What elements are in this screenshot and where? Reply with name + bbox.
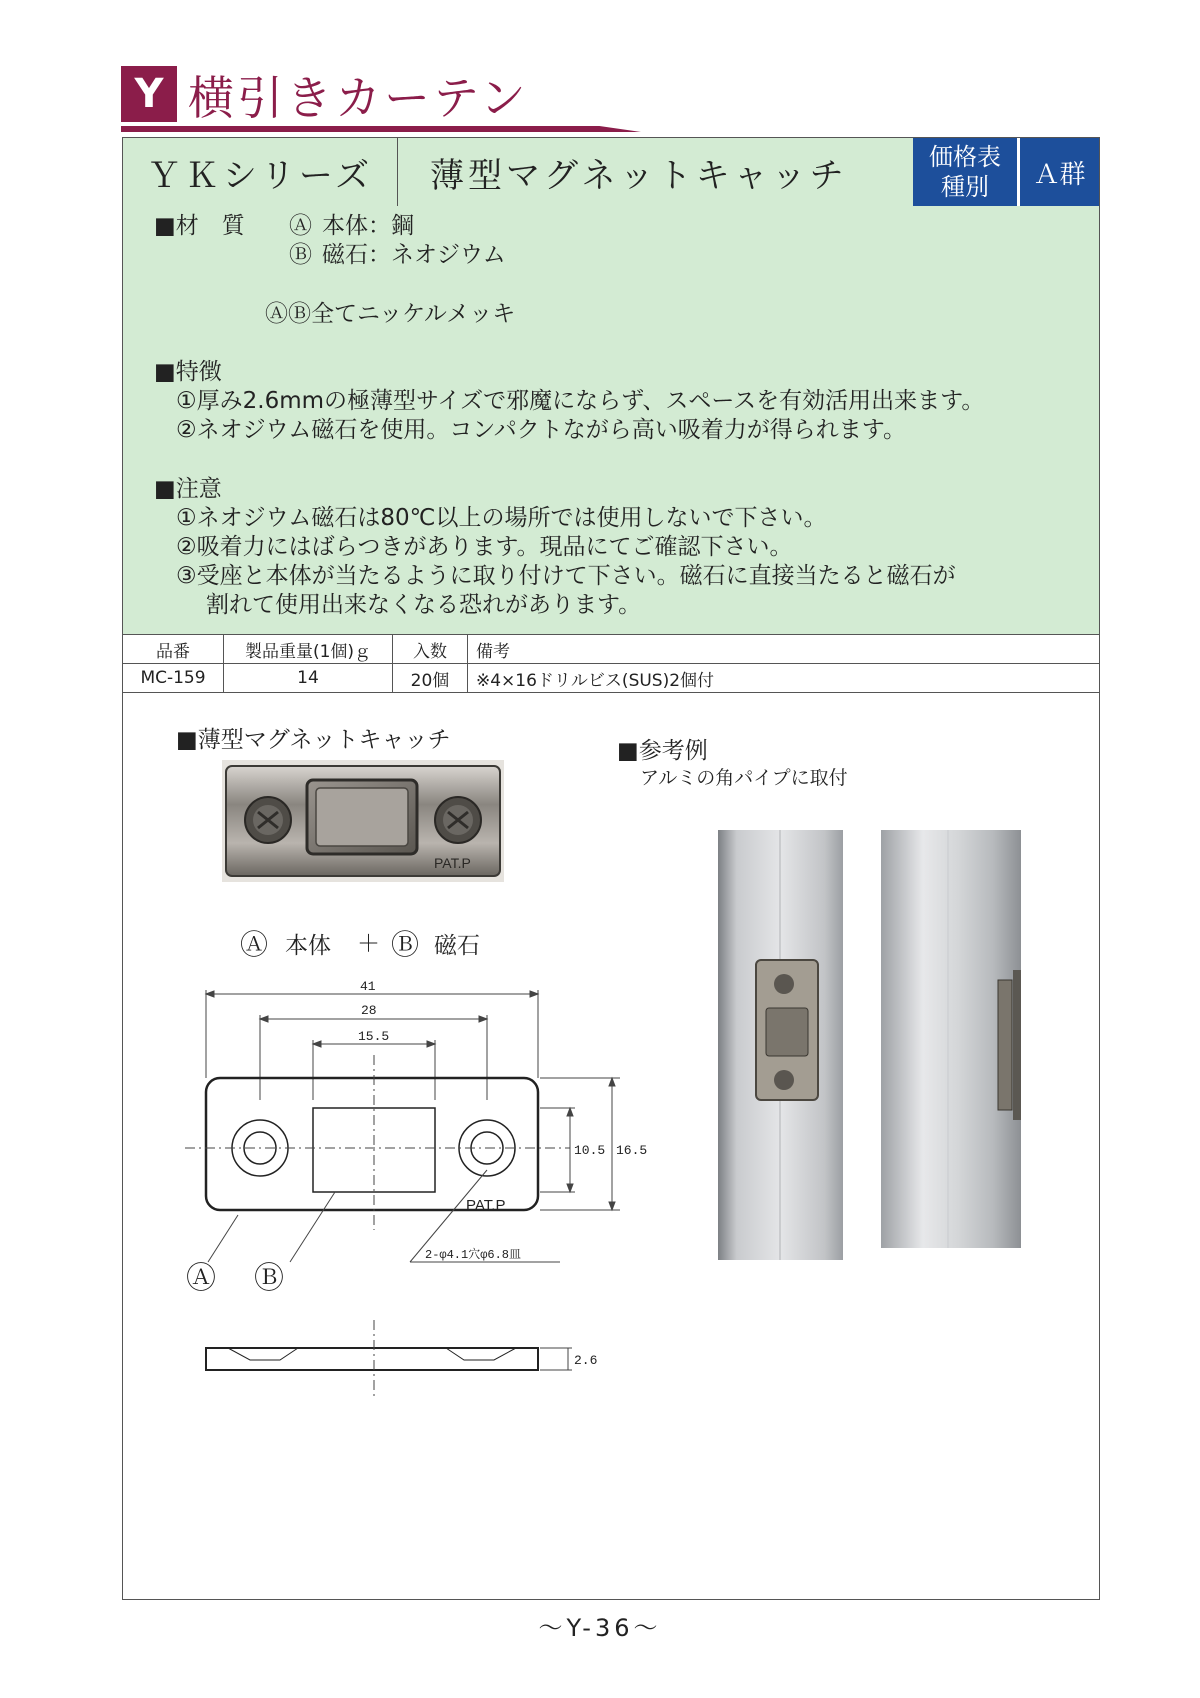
- price-label-line2: 種別: [941, 173, 989, 201]
- series-name: ＹＫシリーズ: [123, 138, 398, 206]
- left-section-heading: ■薄型マグネットキャッチ: [176, 727, 451, 753]
- material-a-text: 本体：鋼: [322, 213, 414, 239]
- dim-10-5: 10.5: [574, 1143, 606, 1158]
- price-label-line1: 価格表: [929, 143, 1001, 171]
- td-remarks: ※4×16ドリルビス(SUS)2個付: [468, 664, 1100, 693]
- hole-note: 2-φ4.1穴φ6.8皿: [425, 1248, 522, 1262]
- header-underline: [121, 126, 641, 132]
- th-weight: 製品重量(1個)ｇ: [224, 635, 393, 664]
- material-a-mark: Ⓐ: [289, 213, 312, 239]
- th-quantity: 入数: [393, 635, 468, 664]
- page-frame: [122, 137, 1100, 1600]
- caution-item-1: ①ネオジウム磁石は80℃以上の場所では使用しないで下さい。: [176, 505, 827, 531]
- page-title: 横引きカーテン: [188, 71, 529, 125]
- product-name: 薄型マグネットキャッチ: [430, 155, 848, 196]
- material-heading: ■材 質: [154, 213, 245, 239]
- plus-sign: ＋: [357, 931, 380, 957]
- feature-item-1: ①厚み2.6mmの極薄型サイズで邪魔にならず、スペースを有効活用出来ます。: [176, 388, 985, 414]
- label-a: Ⓐ: [186, 1261, 216, 1296]
- photo-pat-mark: PAT.P: [434, 855, 471, 871]
- page-number: ～Y-36～: [538, 1614, 662, 1642]
- plating-note: ⒶⒷ全てニッケルメッキ: [265, 301, 516, 327]
- th-part-no: 品番: [123, 635, 224, 664]
- right-section-heading: ■参考例: [617, 738, 708, 764]
- td-weight: 14: [224, 664, 393, 693]
- material-b-text: 磁石：ネオジウム: [322, 242, 506, 268]
- caution-item-3: ③受座と本体が当たるように取り付けて下さい。磁石に直接当たると磁石が: [176, 563, 956, 589]
- part-b-mark: Ⓑ: [391, 928, 420, 961]
- feature-item-2: ②ネオジウム磁石を使用。コンパクトながら高い吸着力が得られます。: [176, 417, 906, 443]
- dim-41: 41: [360, 979, 376, 994]
- part-b-label: 磁石: [434, 933, 480, 959]
- td-part-no: MC-159: [123, 664, 224, 693]
- price-group: Ａ群: [1020, 138, 1099, 206]
- part-a-mark: Ⓐ: [240, 928, 269, 961]
- th-remarks: 備考: [468, 635, 1100, 664]
- part-a-label: 本体: [285, 933, 331, 959]
- dim-15-5: 15.5: [358, 1029, 390, 1044]
- caution-item-3-cont: 割れて使用出来なくなる恐れがあります。: [206, 592, 642, 618]
- features-heading: ■特徴: [154, 359, 222, 385]
- dim-2-6: 2.6: [574, 1353, 598, 1368]
- td-quantity: 20個: [393, 664, 468, 693]
- drawing-pat-mark: PAT.P: [466, 1197, 506, 1214]
- caution-item-2: ②吸着力にはばらつきがあります。現品にてご確認下さい。: [176, 534, 793, 560]
- series-badge: Y: [121, 66, 177, 122]
- cautions-heading: ■注意: [154, 476, 222, 502]
- reference-caption: アルミの角パイプに取付: [640, 767, 848, 789]
- label-b: Ⓑ: [254, 1261, 284, 1296]
- material-b-mark: Ⓑ: [289, 242, 312, 268]
- dim-16-5: 16.5: [616, 1143, 648, 1158]
- dim-28: 28: [361, 1003, 377, 1018]
